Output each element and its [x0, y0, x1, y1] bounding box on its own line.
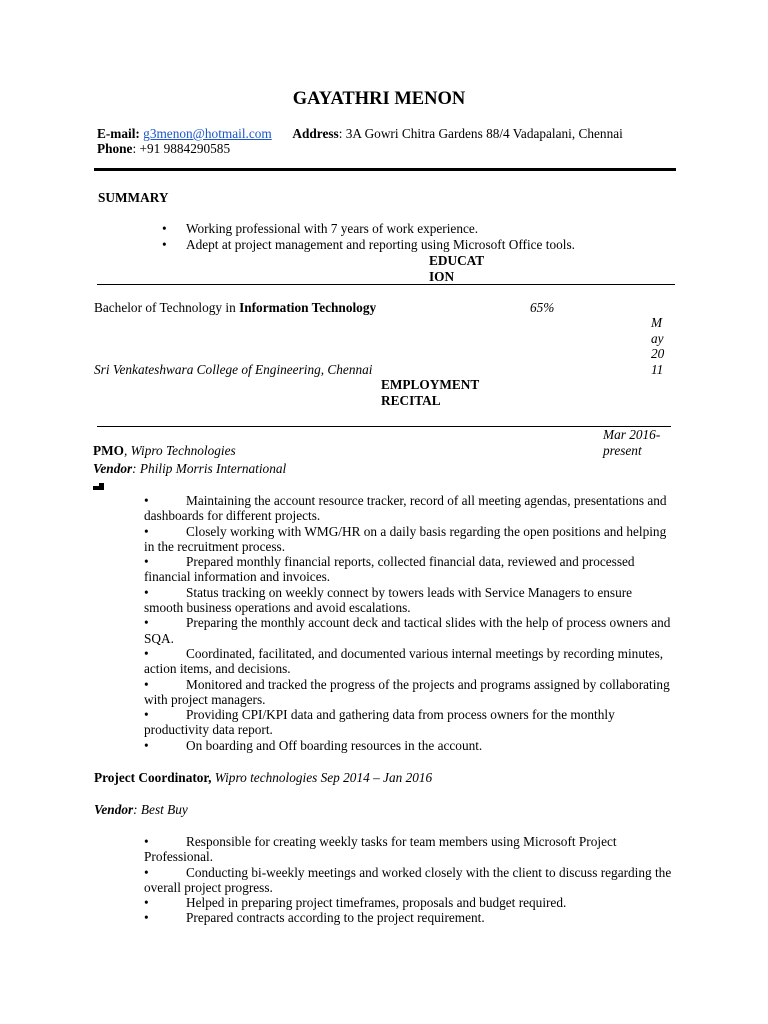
job-title-line — [94, 770, 432, 786]
bullet-icon: • — [144, 584, 149, 600]
education-divider — [97, 284, 675, 285]
list-item: • Coordinated, facilitated, and documented various internal meetings by recording minutes, action items, and decisions. — [144, 645, 664, 677]
job-2-bullets — [144, 834, 674, 926]
phone-label: Phone — [97, 141, 133, 156]
bullet-icon: • — [144, 864, 149, 880]
vendor-label: Vendor — [93, 461, 133, 476]
list-item: • Closely working with WMG/HR on a daily basis regarding the open positions and helping in the recruitment process. — [144, 523, 667, 554]
bullet-icon: • — [144, 737, 149, 753]
summary-heading: SUMMARY — [98, 190, 169, 205]
college-name: Sri Venkateshwara College of Engineering, Chennai — [94, 362, 373, 377]
bullet-icon: • — [144, 493, 149, 508]
bullet-icon: • — [162, 221, 167, 236]
employment-divider — [97, 426, 671, 427]
job-company: Wipro technologies Sep 2014 – Jan 2016 — [211, 770, 433, 785]
summary-item: • Adept at project management and reporting using Microsoft Office tools. — [162, 237, 575, 252]
education-heading: EDUCAT ION — [429, 253, 485, 284]
job-vendor — [94, 802, 188, 818]
email-link[interactable]: g3menon@hotmail.com — [143, 126, 272, 141]
list-item: • Conducting bi-weekly meetings and worked closely with the client to discuss regarding the overall project progress. — [144, 864, 672, 895]
vendor-label: Vendor — [94, 802, 134, 817]
job-vendor — [93, 461, 286, 477]
bullet-icon: • — [144, 676, 149, 692]
education-score: 65% — [530, 300, 555, 315]
job-1-bullets — [144, 493, 674, 753]
header-divider — [94, 168, 676, 171]
contact-line — [97, 126, 623, 142]
address-label: Address — [292, 126, 339, 141]
summary-item: • Working professional with 7 years of work experience. — [162, 221, 479, 236]
job-date: Mar 2016- present — [603, 427, 661, 458]
job-company: , Wipro Technologies — [124, 443, 236, 458]
job-title-line — [93, 443, 236, 459]
list-item: • Helped in preparing project timeframes, proposals and budget required. — [144, 895, 567, 911]
phone-line — [97, 141, 230, 157]
list-item: • Maintaining the account resource tracker, record of all meeting agendas, presentations and dashboards for different projects. — [144, 493, 667, 524]
degree-prefix: Bachelor of Technology in — [94, 300, 240, 315]
job-title: PMO — [93, 443, 125, 458]
list-item: • Responsible for creating weekly tasks for team members using Microsoft Project Professional. — [144, 834, 617, 865]
bullet-icon: • — [144, 523, 149, 539]
education-date: M ay 20 11 — [651, 315, 665, 377]
list-item: • Prepared monthly financial reports, collected financial data, reviewed and processed financial information and invoices. — [144, 554, 635, 585]
job-title: Project Coordinator, — [94, 770, 212, 785]
summary-list — [160, 221, 575, 253]
bullet-icon: • — [162, 237, 167, 252]
list-item: • Providing CPI/KPI data and gathering data from process owners for the monthly productivity data report. — [144, 707, 615, 738]
bullet-icon: • — [144, 615, 149, 631]
bullet-icon: • — [144, 645, 149, 661]
list-item: • Preparing the monthly account deck and tactical slides with the help of process owners and SQA. — [144, 615, 671, 646]
vendor-name: : Best Buy — [133, 802, 188, 817]
email-label: E-mail: — [97, 126, 140, 141]
degree-field: Information Technology — [239, 300, 377, 315]
vendor-name: : Philip Morris International — [132, 461, 287, 476]
list-item: • On boarding and Off boarding resources in the account. — [144, 737, 483, 753]
square-marker-icon — [93, 483, 104, 490]
bullet-icon: • — [144, 834, 149, 849]
employment-heading: EMPLOYMENT RECITAL — [381, 377, 480, 408]
list-item: • Monitored and tracked the progress of the projects and programs assigned by collaborating with project managers. — [144, 676, 670, 707]
bullet-icon: • — [144, 707, 149, 723]
degree — [94, 300, 376, 316]
list-item: • Prepared contracts according to the project requirement. — [144, 910, 485, 926]
bullet-icon: • — [144, 895, 149, 911]
phone-value: : +91 9884290585 — [132, 141, 231, 156]
list-item: • Status tracking on weekly connect by towers leads with Service Managers to ensure smooth business operations and avoid escalations. — [144, 584, 633, 616]
address-value: : 3A Gowri Chitra Gardens 88/4 Vadapalani, Chennai — [338, 126, 623, 141]
bullet-icon: • — [144, 910, 149, 926]
candidate-name: GAYATHRI MENON — [292, 89, 466, 109]
bullet-icon: • — [144, 554, 149, 570]
